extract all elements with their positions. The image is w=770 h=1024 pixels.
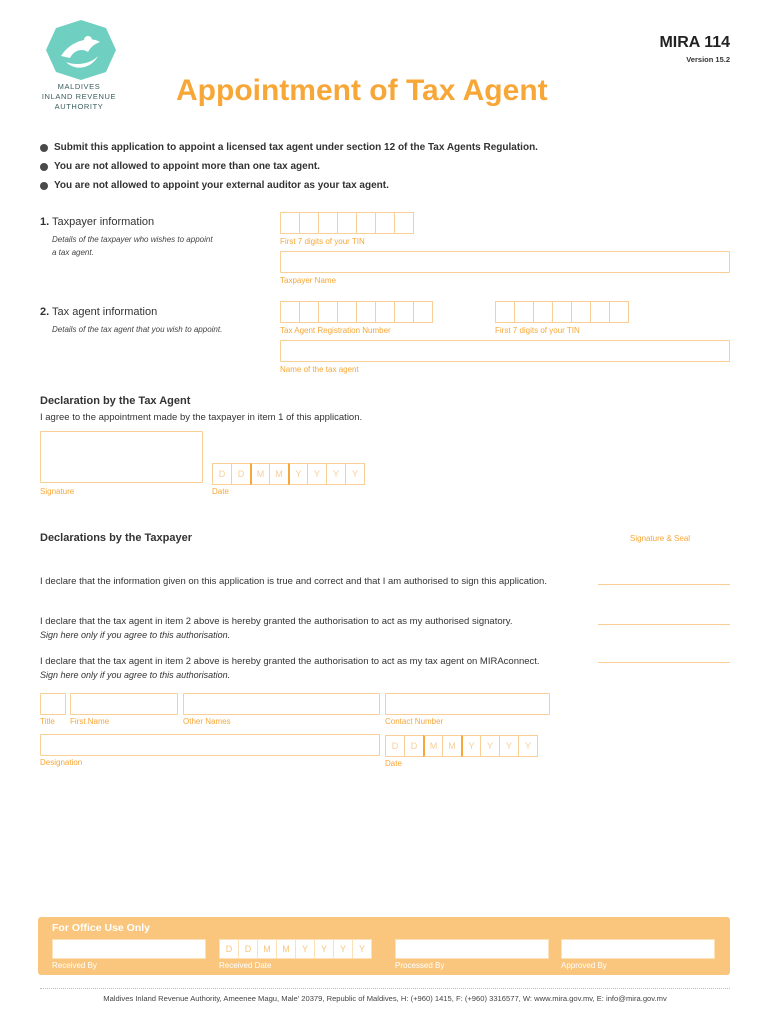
agent-declaration-title: Declaration by the Tax Agent [40, 395, 191, 407]
tin-digit-cell[interactable] [337, 212, 357, 234]
date-cell[interactable]: D [212, 463, 232, 485]
reg-digit-cell[interactable] [337, 301, 357, 323]
instruction-item [40, 138, 538, 157]
received-by-caption: Received By [52, 961, 97, 970]
date-cell[interactable]: Y [288, 463, 308, 485]
agent-registration-caption: Tax Agent Registration Number [280, 326, 391, 335]
declaration-2-note: Sign here only if you agree to this authorisation. [40, 630, 231, 640]
section1-desc-line2: a tax agent. [52, 248, 94, 257]
taxpayer-name-caption: Taxpayer Name [280, 276, 337, 285]
form-version: Version 15.2 [686, 55, 730, 64]
office-use-title: For Office Use Only [52, 922, 151, 934]
designation-caption: Designation [40, 758, 83, 767]
section2-title: Tax agent information [52, 306, 158, 318]
org-line-2: INLAND REVENUE [41, 92, 117, 101]
section1-number: 1. [40, 216, 50, 228]
taxpayer-date-input[interactable] [385, 735, 537, 757]
declaration-1-text: I declare that the information given on this application is true and correct and that I am authorised to sign this application. [40, 576, 547, 587]
tin-digit-cell[interactable] [299, 212, 319, 234]
instruction-item [40, 176, 538, 195]
agent-tin-caption: First 7 digits of your TIN [495, 326, 580, 335]
tin-digit-cell[interactable] [609, 301, 629, 323]
taxpayer-tin-input[interactable] [280, 212, 413, 234]
section2-description: Details of the tax agent that you wish to appoint. [52, 325, 223, 334]
title-input[interactable] [40, 693, 66, 715]
tin-digit-cell[interactable] [375, 212, 395, 234]
instructions-list [40, 138, 538, 195]
agent-tin-input[interactable] [495, 301, 628, 323]
tin-digit-cell[interactable] [318, 212, 338, 234]
reg-digit-cell[interactable] [280, 301, 300, 323]
bullet-icon [40, 163, 48, 171]
date-cell[interactable]: Y [333, 939, 353, 959]
title-caption: Title [40, 717, 55, 726]
tin-digit-cell[interactable] [495, 301, 515, 323]
taxpayer-declaration-title: Declarations by the Taxpayer [40, 532, 193, 544]
section2-heading [40, 306, 157, 318]
tin-digit-cell[interactable] [394, 212, 414, 234]
date-cell[interactable]: M [269, 463, 289, 485]
declaration-3-note: Sign here only if you agree to this authorisation. [40, 670, 231, 680]
contact-number-input[interactable] [385, 693, 550, 715]
section1-heading [40, 216, 154, 228]
date-cell[interactable]: D [385, 735, 405, 757]
other-names-caption: Other Names [183, 717, 231, 726]
date-cell[interactable]: M [257, 939, 277, 959]
form-id: MIRA 114 [659, 34, 730, 51]
reg-digit-cell[interactable] [299, 301, 319, 323]
approved-by-caption: Approved By [561, 961, 607, 970]
org-line-1: MALDIVES [57, 82, 101, 91]
signature-seal-caption: Signature & Seal [630, 534, 691, 543]
tin-digit-cell[interactable] [552, 301, 572, 323]
date-cell[interactable]: Y [295, 939, 315, 959]
reg-digit-cell[interactable] [356, 301, 376, 323]
received-date-caption: Received Date [219, 961, 272, 970]
date-cell[interactable]: Y [345, 463, 365, 485]
section1-desc-line1: Details of the taxpayer who wishes to appoint [52, 235, 213, 244]
reg-digit-cell[interactable] [318, 301, 338, 323]
date-cell[interactable]: M [442, 735, 462, 757]
date-cell[interactable]: M [276, 939, 296, 959]
footer-contact: Maldives Inland Revenue Authority, Ameenee Magu, Male' 20379, Republic of Maldives, H: (+960) 1415, F: (+960) 3316577, W: www.mira.gov.mv, E: info@mira.gov.mv [103, 994, 667, 1003]
tin-digit-cell[interactable] [590, 301, 610, 323]
bullet-icon [40, 182, 48, 190]
section1-title: Taxpayer information [52, 216, 155, 228]
agent-signature-caption: Signature [40, 487, 75, 496]
agent-name-input[interactable] [280, 340, 730, 362]
org-line-3: AUTHORITY [54, 102, 104, 111]
reg-digit-cell[interactable] [394, 301, 414, 323]
date-cell[interactable]: D [219, 939, 239, 959]
section1-description [52, 233, 213, 259]
instruction-text: You are not allowed to appoint your external auditor as your tax agent. [54, 180, 389, 191]
instruction-text: You are not allowed to appoint more than one tax agent. [54, 161, 320, 172]
instruction-text: Submit this application to appoint a licensed tax agent under section 12 of the Tax Agents Regulation. [54, 142, 538, 153]
date-cell[interactable]: D [231, 463, 251, 485]
bullet-icon [40, 144, 48, 152]
taxpayer-tin-caption: First 7 digits of your TIN [280, 237, 365, 246]
tin-digit-cell[interactable] [533, 301, 553, 323]
received-date-input[interactable] [219, 939, 371, 959]
declaration-3-text: I declare that the tax agent in item 2 above is hereby granted the authorisation to act as my tax agent on MIRAconnect. [40, 656, 540, 667]
declaration-2-text: I declare that the tax agent in item 2 above is hereby granted the authorisation to act as my authorised signatory. [40, 616, 513, 627]
date-cell[interactable]: Y [307, 463, 327, 485]
date-cell[interactable]: Y [314, 939, 334, 959]
tin-digit-cell[interactable] [514, 301, 534, 323]
agent-date-caption: Date [212, 487, 229, 496]
date-cell[interactable]: Y [518, 735, 538, 757]
first-name-input[interactable] [70, 693, 178, 715]
contact-number-caption: Contact Number [385, 717, 444, 726]
taxpayer-date-caption: Date [385, 759, 402, 768]
reg-digit-cell[interactable] [375, 301, 395, 323]
processed-by-input[interactable] [395, 939, 549, 959]
declaration-2-signature-line[interactable] [598, 624, 730, 625]
other-names-input[interactable] [183, 693, 380, 715]
date-cell[interactable]: Y [352, 939, 372, 959]
declaration-1-signature-line[interactable] [598, 584, 730, 585]
date-cell[interactable]: Y [461, 735, 481, 757]
declaration-3-signature-line[interactable] [598, 662, 730, 663]
date-cell[interactable]: Y [480, 735, 500, 757]
agent-registration-input[interactable] [280, 301, 432, 323]
section2-number: 2. [40, 306, 50, 318]
approved-by-input[interactable] [561, 939, 715, 959]
date-cell[interactable]: Y [499, 735, 519, 757]
page-title: Appointment of Tax Agent [176, 74, 548, 107]
mira-logo-icon [36, 18, 126, 82]
org-name [20, 82, 138, 112]
taxpayer-name-input[interactable] [280, 251, 730, 273]
date-cell[interactable]: Y [326, 463, 346, 485]
reg-digit-cell[interactable] [413, 301, 433, 323]
agent-declaration-text: I agree to the appointment made by the taxpayer in item 1 of this application. [40, 412, 363, 423]
date-cell[interactable]: M [250, 463, 270, 485]
first-name-caption: First Name [70, 717, 110, 726]
instruction-item [40, 157, 538, 176]
agent-name-caption: Name of the tax agent [280, 365, 359, 374]
processed-by-caption: Processed By [395, 961, 445, 970]
date-cell[interactable]: M [423, 735, 443, 757]
date-cell[interactable]: D [238, 939, 258, 959]
received-by-input[interactable] [52, 939, 206, 959]
footer-divider [40, 988, 730, 989]
tin-digit-cell[interactable] [280, 212, 300, 234]
agent-date-input[interactable] [212, 463, 364, 485]
tin-digit-cell[interactable] [356, 212, 376, 234]
designation-input[interactable] [40, 734, 380, 756]
date-cell[interactable]: D [404, 735, 424, 757]
agent-signature-box[interactable] [40, 431, 203, 483]
tin-digit-cell[interactable] [571, 301, 591, 323]
